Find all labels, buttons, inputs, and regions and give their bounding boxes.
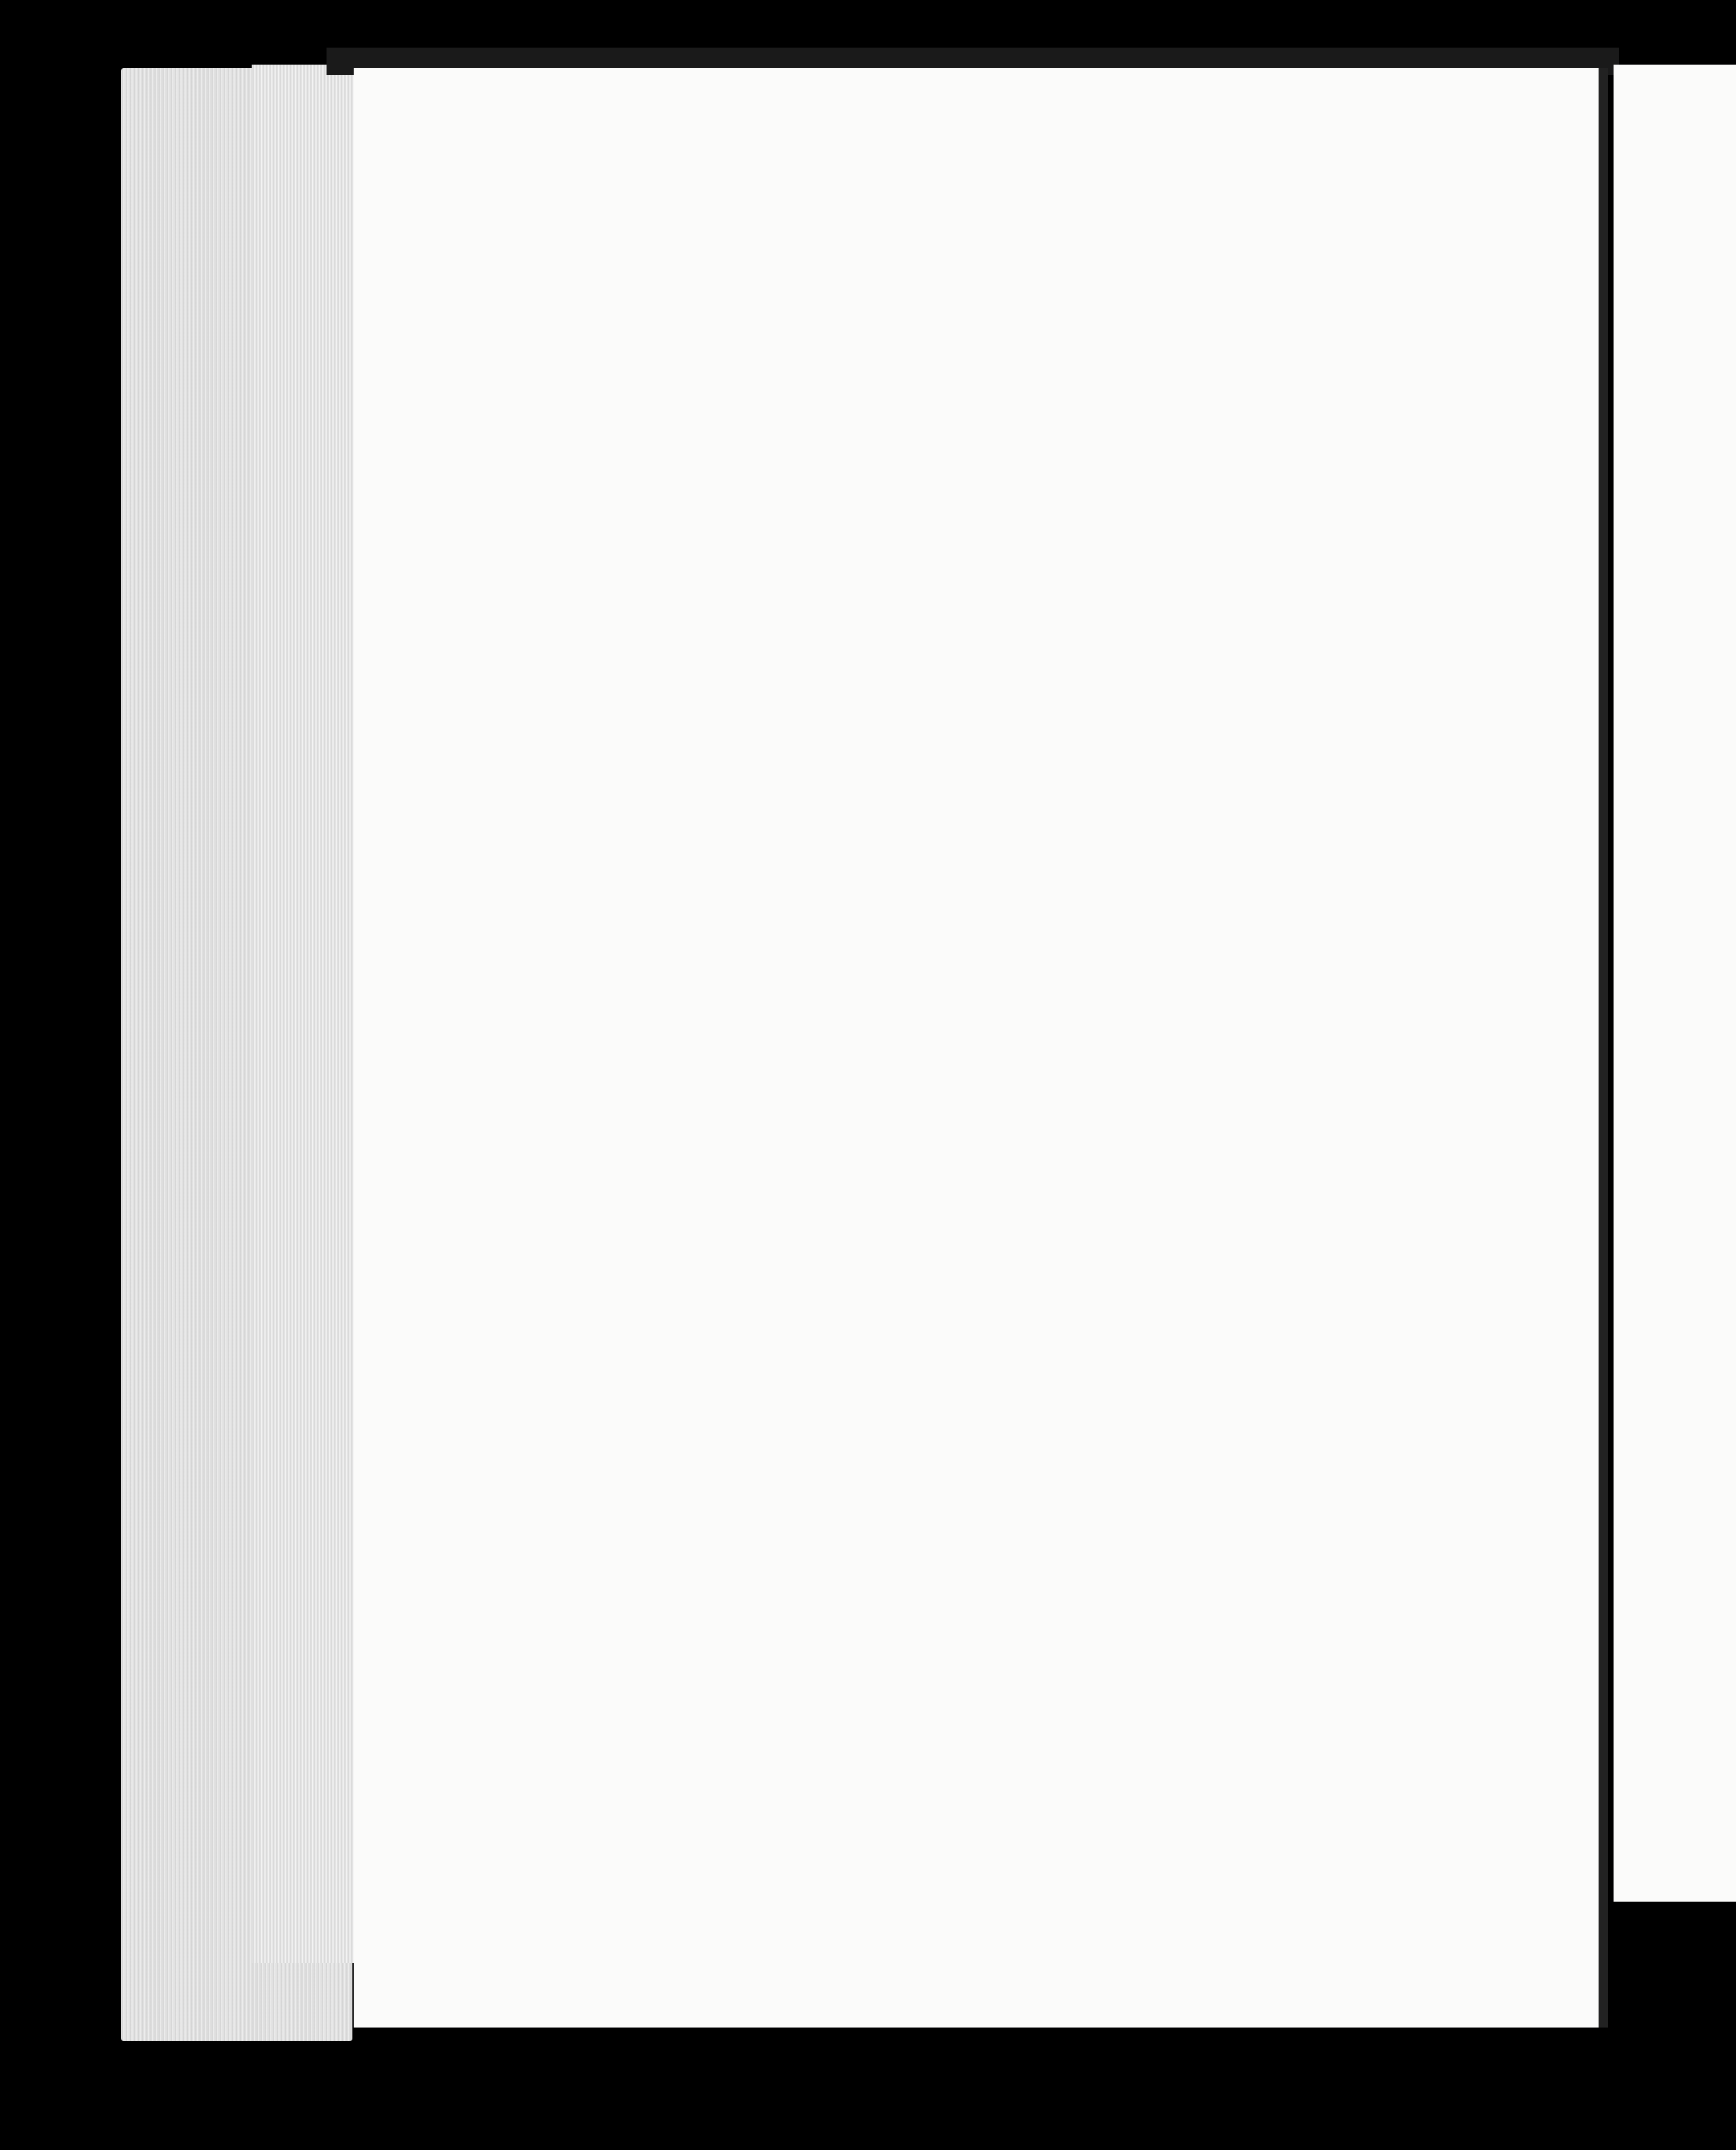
book-page-edges-inner [252,65,354,1963]
facing-page [1614,65,1736,1902]
left-page [354,68,1608,2028]
running-head [645,204,1550,245]
